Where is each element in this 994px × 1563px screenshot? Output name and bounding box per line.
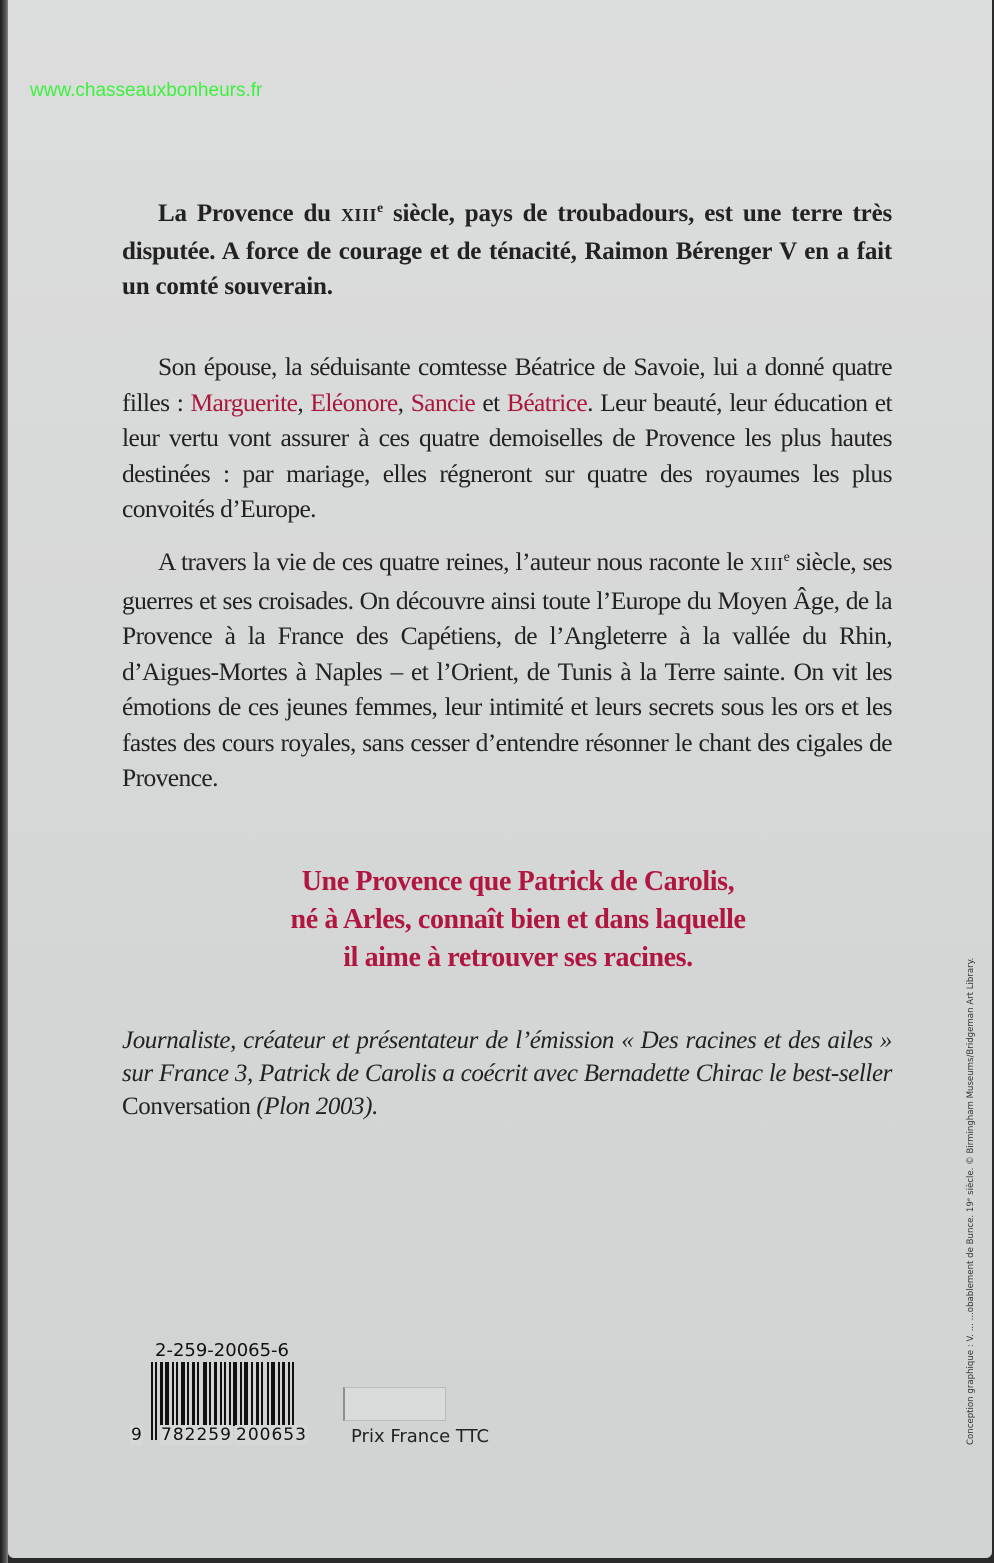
bio-text: Journaliste, créateur et présentateur de l’émission « Des racines et des ailes » sur France 3, Patrick de Carolis a coécrit avec Bernadette Chirac le best-seller [122,1027,892,1087]
daughter-name-eleonore: Eléonore [310,387,398,417]
tagline-line-2: né à Arles, connaît bien et dans laquelle [290,904,746,935]
separator: et [475,387,507,417]
price-label: Prix France TTC [351,1426,490,1447]
century-suffix: e [376,200,383,216]
century-suffix: e [783,549,790,565]
paragraph2-intro: Son épouse, la séduisante comtesse Béatrice de Savoie, lui a donné quatre filles : [122,352,892,417]
ean-first-digit: 9 [131,1425,142,1445]
paragraph3-end: siècle, ses guerres et ses croisades. On découvre ainsi toute l’Europe du Moyen Âge, de la Provence à la France des Capétiens, de l’Angleterre à la vallée du Rhin, d’Aigues-Mortes à Naples – et l’Orient, de Tunis à la Terre sainte. On vit les émotions de ces jeunes femmes, leur intimité et leurs secrets sous les ors et les fastes des cours royales, sans cesser d’entendre résonner le chant des cigales de Provence. [122,547,893,792]
price-sticker-residue [343,1387,446,1421]
separator: , [297,387,311,417]
book-title-conversation: Conversation [122,1093,251,1120]
bio-publisher: (Plon 2003). [250,1093,378,1120]
century-numeral: XIII [750,554,784,574]
isbn-number: 2-259-20065-6 [155,1340,290,1361]
paragraph2-rest: . Leur beauté, leur éducation et leur vertu vont assurer à ces quatre demoiselles de Provence les plus hautes destinées : par mariage, elles régneront sur quatre des royaumes les plus convoités d’Europe. [122,387,892,523]
lead-text-start: La Provence du [158,200,341,227]
daughter-name-marguerite: Marguerite [190,387,298,417]
daughter-name-sancie: Sancie [410,387,476,417]
daughter-name-beatrice: Béatrice [506,387,588,417]
tagline-line-1: Une Provence que Patrick de Carolis, [301,866,735,897]
image-credit-vertical: Conception graphique : V. ... ...obablement de Bunce. 19ᵉ siècle. © Birmingham Museums/Bridgeman Art Library. [966,957,976,1445]
separator: , [397,387,411,417]
paragraph3-start: A travers la vie de ces quatre reines, l’auteur nous raconte le [158,547,751,576]
tagline-line-3: il aime à retrouver ses racines. [343,942,693,973]
watermark-url: www.chasseauxbonheurs.fr [30,80,263,101]
ean-group-1: 782259 [161,1425,232,1445]
book-back-cover [8,0,992,1558]
century-numeral: XIII [340,205,377,225]
ean-group-2: 200653 [236,1425,307,1445]
lead-paragraph [122,196,892,305]
tagline [208,863,828,977]
daughters-paragraph [122,349,892,527]
lead-text-end: siècle, pays de troubadours, est une terre très disputée. A force de courage et de ténacité, Raimon Bérenger V en a fait un comté souverain. [122,200,892,300]
author-bio [122,1024,892,1123]
europe-paragraph [122,544,892,796]
